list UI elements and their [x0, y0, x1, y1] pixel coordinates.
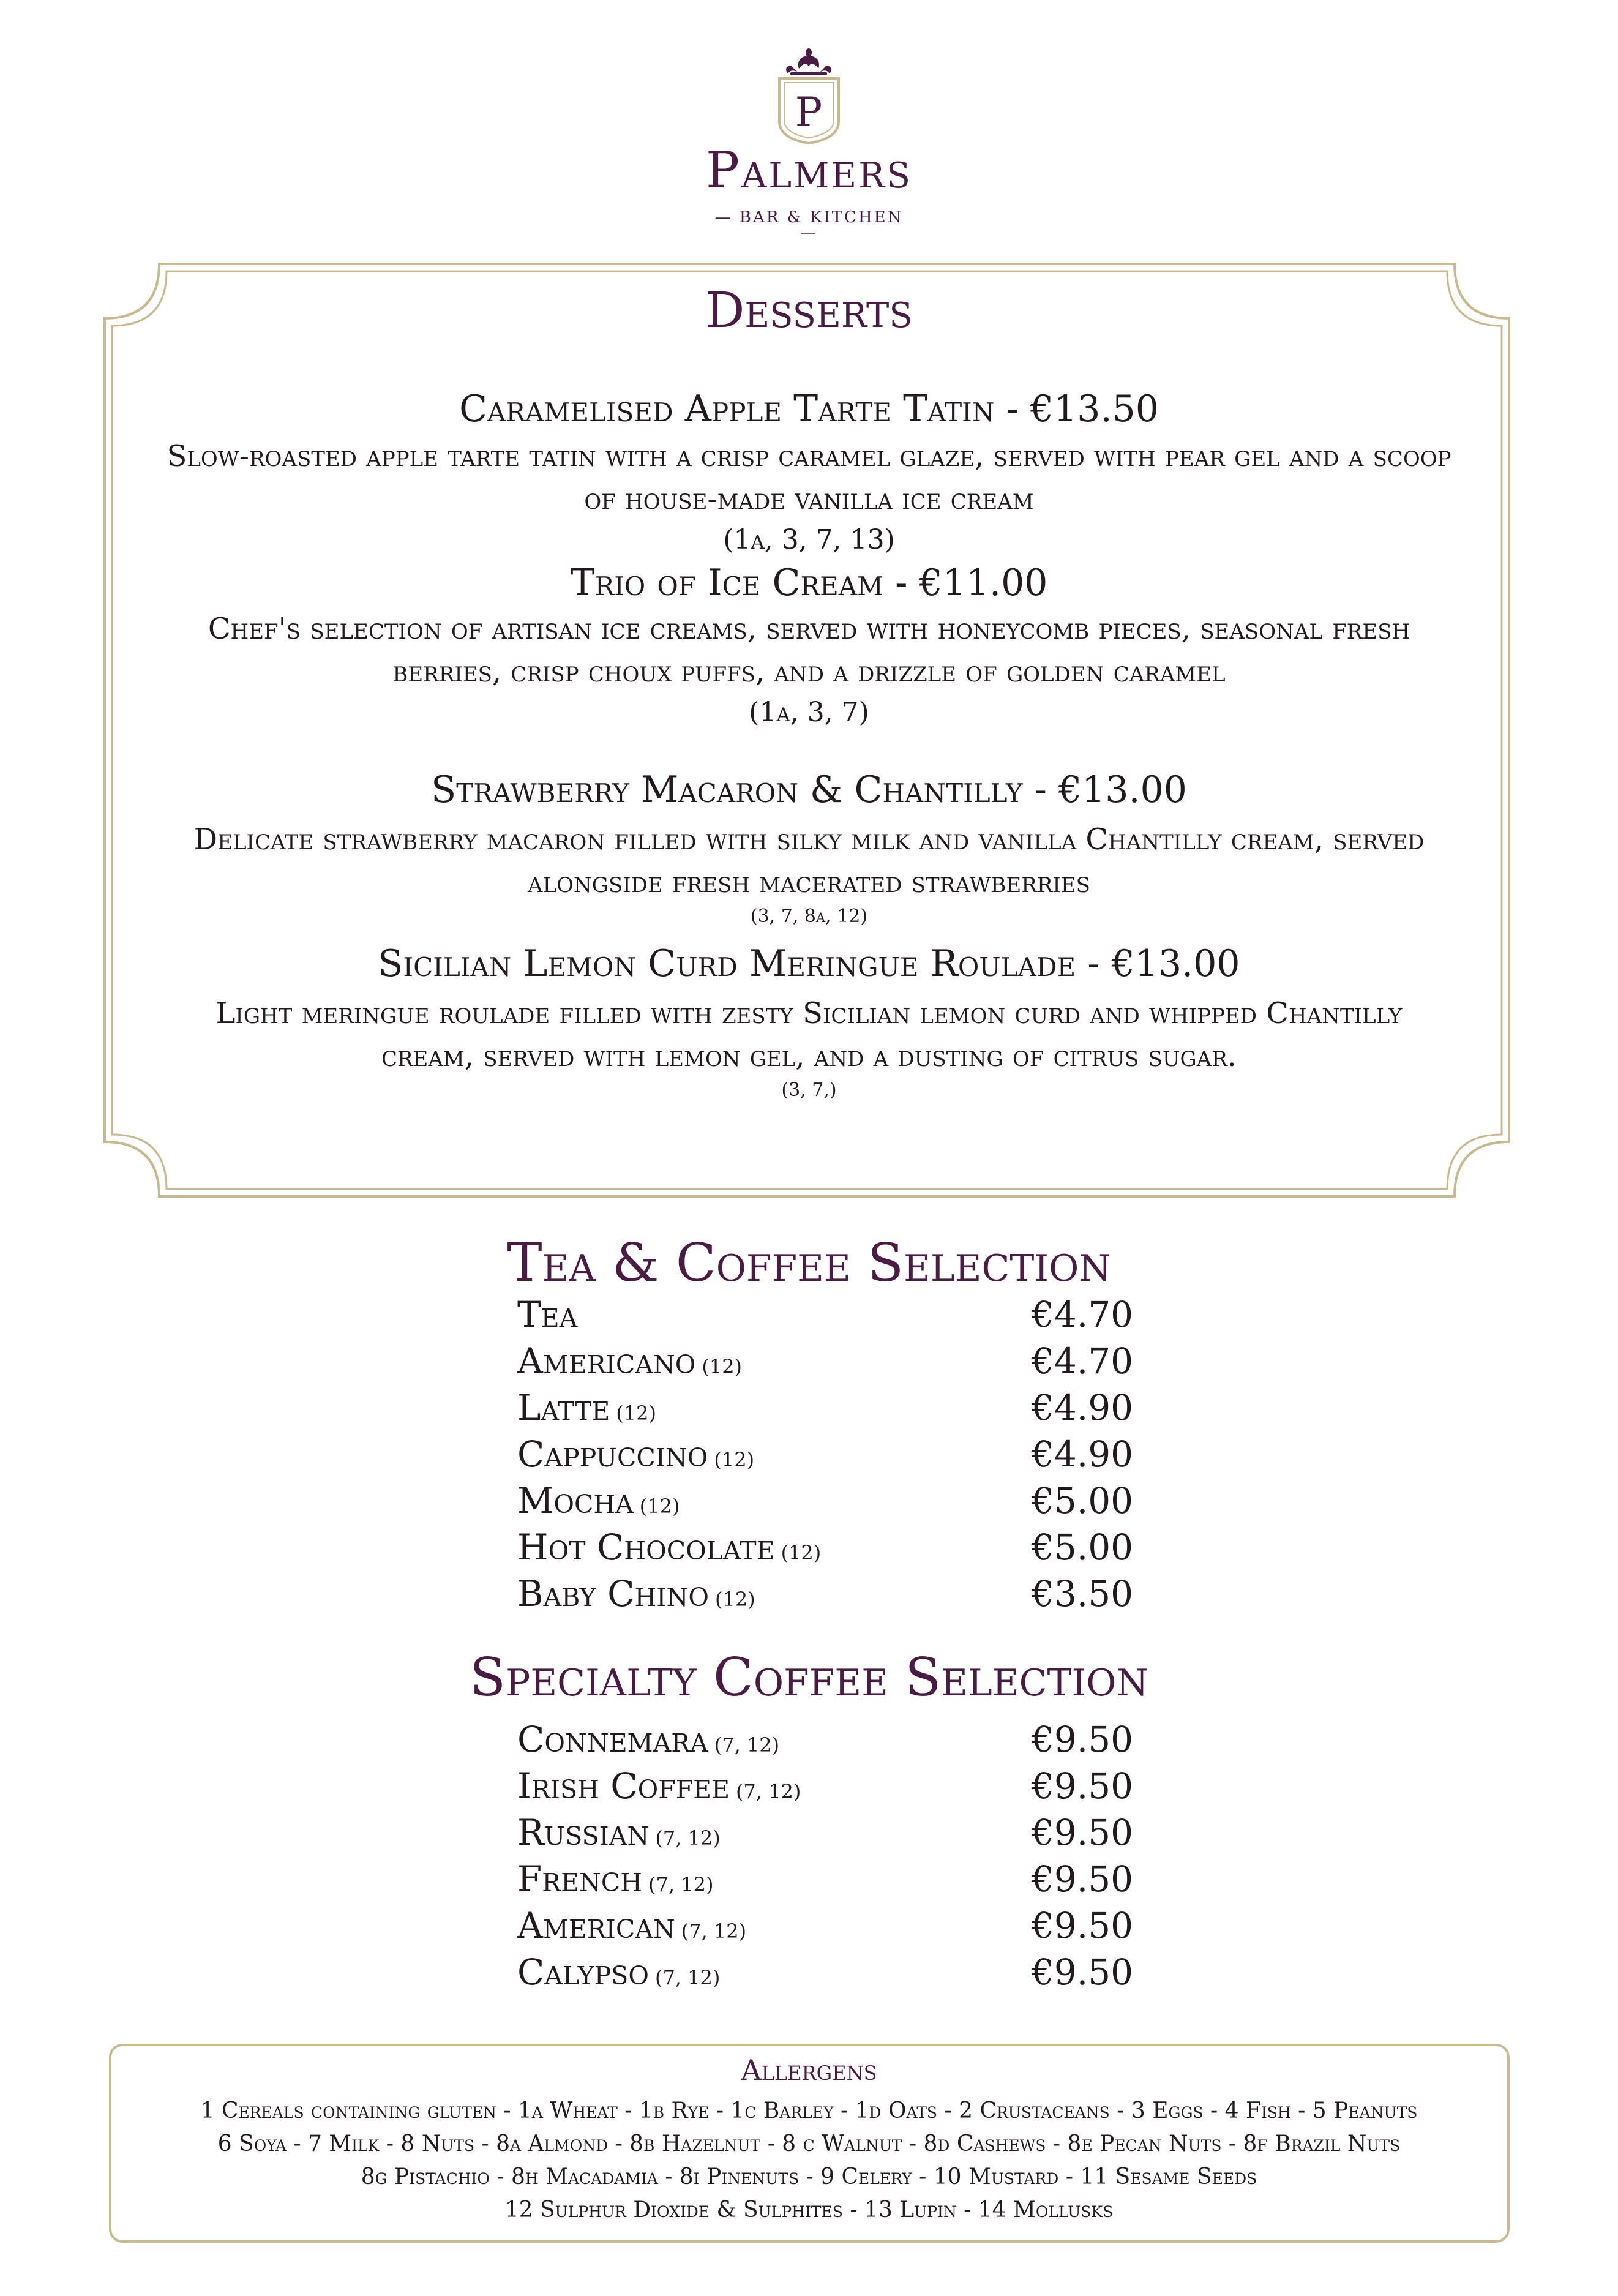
allergen-line: 12 Sulphur Dioxide & Sulphites - 13 Lupin - 14 Mollusks [504, 2197, 1114, 2223]
drink-row [517, 1433, 1134, 1475]
drink-name: American (7, 12) [517, 1905, 747, 1946]
drink-allergens: (12) [781, 1541, 822, 1564]
logo-letter: P [795, 89, 823, 136]
drink-name: Calypso (7, 12) [517, 1951, 721, 1993]
dessert-name-strawberry-macaron: Strawberry Macaron & Chantilly - €13.00 [431, 768, 1187, 811]
drink-row [517, 1858, 1134, 1900]
dessert-allergens-lemon-roulade: (3, 7,) [781, 1079, 837, 1101]
drink-name: French (7, 12) [517, 1858, 714, 1900]
drink-name: Russian (7, 12) [517, 1812, 721, 1853]
drink-price: €9.50 [1032, 1812, 1134, 1853]
dessert-description-strawberry-macaron: Delicate strawberry macaron filled with silky milk and vanilla Chantilly cream, served alongside fresh macerated strawberries [193, 822, 1425, 899]
dessert-description-ice-cream-trio: Chef's selection of artisan ice creams, served with honeycomb pieces, seasonal fresh berries, crisp choux puffs, and a drizzle of golden caramel [208, 612, 1410, 689]
allergen-line: 1 Cereals containing gluten - 1a Wheat - 1b Rye - 1c Barley - 1d Oats - 2 Crustaceans - 3 Eggs - 4 Fish - 5 Peanuts [200, 2098, 1418, 2123]
allergen-title: Allergens [741, 2054, 877, 2087]
drink-row [517, 1905, 1134, 1946]
drink-allergens: (12) [639, 1495, 680, 1518]
brand-subtitle: — BAR & KITCHEN — [714, 208, 904, 242]
drink-allergens: (12) [702, 1355, 743, 1378]
drink-price: €9.50 [1032, 1719, 1134, 1760]
drink-name: Cappuccino (12) [517, 1433, 755, 1475]
drink-row [517, 1480, 1134, 1521]
brand-name: Palmers [705, 141, 913, 200]
drink-allergens: (7, 12) [655, 1826, 721, 1850]
drink-name: Americano (12) [517, 1340, 743, 1382]
drink-price: €5.00 [1032, 1526, 1134, 1568]
specialty-coffee-title: Specialty Coffee Selection [470, 1647, 1148, 1708]
drink-name: Connemara (7, 12) [517, 1719, 780, 1760]
tea-coffee-title: Tea & Coffee Selection [507, 1232, 1111, 1294]
drink-row [517, 1765, 1134, 1807]
drink-price: €4.90 [1032, 1433, 1134, 1475]
dessert-allergens-apple-tarte: (1a, 3, 7, 13) [723, 524, 895, 555]
drink-row [517, 1340, 1134, 1382]
drink-allergens: (7, 12) [736, 1780, 801, 1803]
drink-name: Tea [517, 1294, 578, 1335]
drink-allergens: (7, 12) [654, 1966, 721, 1989]
drink-row [517, 1526, 1134, 1568]
drink-price: €9.50 [1032, 1951, 1134, 1993]
crest-icon [773, 48, 845, 146]
drink-row [517, 1719, 1134, 1760]
dessert-name-lemon-roulade: Sicilian Lemon Curd Meringue Roulade - €13.00 [378, 942, 1240, 985]
drink-name: Baby Chino (12) [517, 1573, 755, 1615]
allergen-line: 8g Pistachio - 8h Macadamia - 8i Pinenuts - 9 Celery - 10 Mustard - 11 Sesame Seeds [361, 2164, 1257, 2189]
desserts-title: Desserts [705, 282, 913, 339]
drink-price: €5.00 [1032, 1480, 1134, 1521]
dessert-description-apple-tarte: Slow-roasted apple tarte tatin with a crisp caramel glaze, served with pear gel and a scoop of house-made vanilla ice cream [167, 439, 1451, 516]
drink-price: €9.50 [1032, 1765, 1134, 1807]
dessert-allergens-ice-cream-trio: (1a, 3, 7) [749, 697, 869, 728]
dessert-name-ice-cream-trio: Trio of Ice Cream - €11.00 [570, 561, 1048, 604]
drink-name: Hot Chocolate (12) [517, 1526, 822, 1568]
drink-allergens: (12) [616, 1401, 656, 1425]
drink-row [517, 1387, 1134, 1428]
drink-row [517, 1951, 1134, 1993]
drink-name: Irish Coffee (7, 12) [517, 1765, 801, 1807]
drink-price: €4.90 [1032, 1387, 1134, 1428]
drink-allergens: (7, 12) [714, 1733, 780, 1757]
drink-price: €4.70 [1032, 1294, 1134, 1335]
drink-allergens: (12) [714, 1588, 755, 1611]
drink-row [517, 1573, 1134, 1615]
drink-allergens: (12) [714, 1448, 755, 1471]
drink-price: €9.50 [1032, 1858, 1134, 1900]
drink-name: Latte (12) [517, 1387, 656, 1428]
drink-allergens: (7, 12) [681, 1919, 747, 1943]
allergen-line: 6 Soya - 7 Milk - 8 Nuts - 8a Almond - 8b Hazelnut - 8 c Walnut - 8d Cashews - 8e Pecan Nuts - 8f Brazil Nuts [217, 2131, 1401, 2156]
drink-price: €4.70 [1032, 1340, 1134, 1382]
drink-row [517, 1812, 1134, 1853]
drink-allergens: (7, 12) [648, 1873, 714, 1896]
drink-price: €3.50 [1032, 1573, 1134, 1615]
drink-row [517, 1294, 1134, 1335]
brand-logo [704, 37, 914, 242]
dessert-description-lemon-roulade: Light meringue roulade filled with zesty Sicilian lemon curd and whipped Chantilly cream, served with lemon gel, and a dusting of citrus sugar. [215, 996, 1403, 1073]
dessert-name-apple-tarte: Caramelised Apple Tarte Tatin - €13.50 [459, 388, 1159, 430]
drink-price: €9.50 [1032, 1905, 1134, 1946]
dessert-allergens-strawberry-macaron: (3, 7, 8a, 12) [750, 906, 868, 927]
drink-name: Mocha (12) [517, 1480, 680, 1521]
